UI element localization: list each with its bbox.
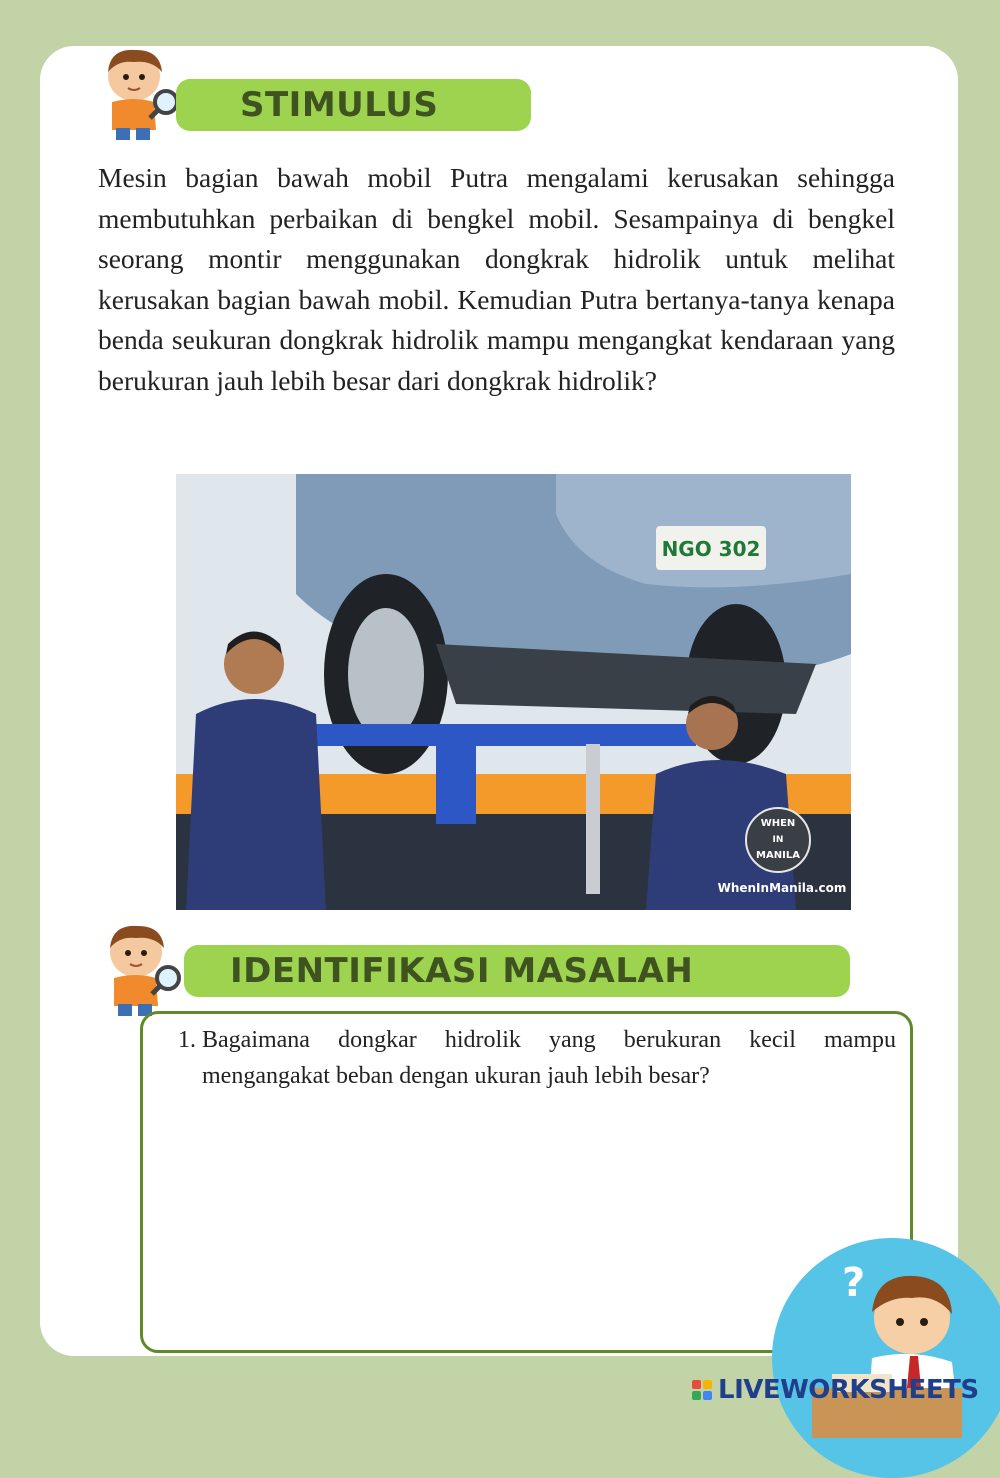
question-mark-icon: ? [842,1260,866,1306]
stimulus-paragraph: Mesin bagian bawah mobil Putra mengalami kerusakan sehingga membutuhkan perbaikan di bengkel mobil. Sesampainya di bengkel seorang montir menggunakan dongkrak hidrolik untuk melihat kerusakan bagian bawah mobil. Kemudian Putra bertanya-tanya kenapa benda seukuran dongkrak hidrolik mampu mengangkat kendaraan yang berukuran jauh lebih besar dari dongkrak hidrolik? [98,162,895,396]
license-plate-text: NGO 302 [661,537,761,561]
car-lift-illustration [176,474,851,910]
boy-magnifier-icon [94,44,184,144]
badge-line-2: IN [772,835,784,845]
question-text: Bagaimana dongkar hidrolik yang berukuran kecil mampu mengangakat beban dengan ukuran jauh lebih besar? [202,1027,896,1089]
liveworksheets-watermark [692,1374,979,1406]
workshop-photo [176,474,851,910]
boy-magnifier-icon [96,920,186,1020]
stimulus-heading-pill [176,79,531,131]
watermark-text: LIVEWORKSHEETS [718,1375,979,1405]
thinking-boy-icon [772,1238,1000,1478]
question-number: 1. [178,1027,196,1053]
identifikasi-heading-pill [184,945,850,997]
badge-line-1: WHEN [760,818,796,829]
question-item [178,1022,896,1094]
liveworksheets-logo-icon [692,1380,712,1400]
badge-line-3: MANILA [756,850,800,861]
photo-credit: WhenInManila.com [717,881,847,895]
identifikasi-heading: IDENTIFIKASI MASALAH [230,951,694,991]
stimulus-heading: STIMULUS [240,85,439,125]
